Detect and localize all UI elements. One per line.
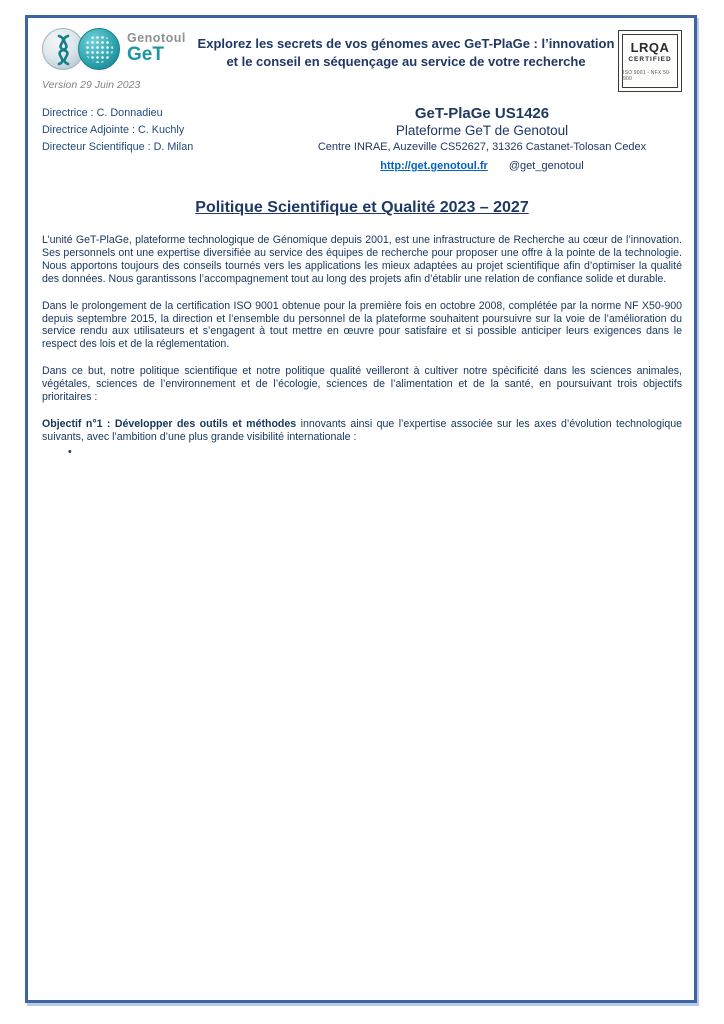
- contact-links: [282, 160, 682, 172]
- lrqa-standards-label: ISO 9001 - NFX 50-900: [623, 69, 671, 82]
- logo-column: [42, 28, 194, 91]
- lrqa-certified-label: CERTIFIED: [628, 55, 672, 63]
- page-border: [25, 15, 697, 1003]
- logo-brand-text: Genotoul: [127, 31, 186, 45]
- logo-product-text: GeT: [127, 44, 164, 65]
- version-label: Version 29 Juin 2023: [42, 79, 141, 91]
- director-line-3: Directeur Scientifique : D. Milan: [42, 141, 194, 153]
- paragraph-certification: Dans le prolongement de la certification ISO 9001 obtenue pour la première fois en octobre 2008, complétée par la norme NF X50-900 depuis septembre 2015, la direction et l’ensemble du personnel de la plateforme souhaitent poursuivre sur la voie de l’amélioration du service rendu aux utilisateurs et s’engagent à tout mettre en œuvre pour satisfaire et si possible anticiper leurs exigences dans le respect des lois et de la réglementation.: [42, 299, 682, 351]
- document-header: [42, 28, 682, 92]
- website-link[interactable]: http://get.genotoul.fr: [380, 160, 488, 172]
- dotted-globe-icon: [78, 28, 120, 70]
- paragraph-objective-1: [42, 418, 682, 444]
- director-line-1: Directrice : C. Donnadieu: [42, 107, 163, 119]
- objective-1-rest: innovants ainsi que l’expertise associée sur les axes d’évolution technologique suivants, avec l’ambition d’une plus grande visibilité internationale :: [42, 417, 682, 443]
- unit-name: GeT-PlaGe US1426: [414, 105, 550, 122]
- document-title: Politique Scientifique et Qualité 2023 – 2027: [195, 199, 529, 216]
- directors-block: [42, 105, 282, 172]
- objective-1-lead: Objectif n°1 : Développer des outils et méthodes: [42, 417, 297, 430]
- info-row: [42, 105, 682, 172]
- organization-block: [282, 105, 682, 172]
- dots-pattern: [85, 35, 113, 63]
- lrqa-logo-text: LRQA: [630, 39, 670, 55]
- lrqa-badge-inner: [622, 34, 678, 88]
- tagline-line-1: Explorez les secrets de vos génomes avec GeT-PlaGe : l’innovation: [197, 36, 615, 51]
- twitter-handle: @get_genotoul: [508, 160, 584, 172]
- header-tagline: [194, 35, 618, 71]
- tagline-line-2: et le conseil en séquençage au service de votre recherche: [226, 54, 586, 70]
- genotoul-get-logo: [42, 28, 194, 70]
- platform-name: Plateforme GeT de Genotoul: [395, 123, 569, 138]
- paragraph-goals: Dans ce but, notre politique scientifique et notre politique qualité veilleront à cultiver notre spécificité dans les sciences animales, végétales, sciences de l’environnement et de l’écologie, sciences de l’alimentation et de la santé, en poursuivant trois objectifs prioritaires :: [42, 365, 682, 404]
- director-line-2: Directrice Adjointe : C. Kuchly: [42, 124, 185, 136]
- logo-text: [127, 28, 186, 64]
- paragraph-intro: L’unité GeT-PlaGe, plateforme technologique de Génomique depuis 2001, est une infrastructure de Recherche au cœur de l’innovation. Ses personnels ont une expertise diversifiée au service des équipes de recherche pour proposer une offre à la pointe de la technologie. Nous apportons toujours des conseils tournés vers les applications les mieux adaptées au projet scientifique afin d’optimiser la qualité des données. Nous garantissons l’accompagnement tout au long des projets afin d’établir une relation de confiance solide et durable.: [42, 234, 682, 285]
- lrqa-certified-badge: [618, 30, 682, 92]
- postal-address: Centre INRAE, Auzeville CS52627, 31326 Castanet-Tolosan Cedex: [317, 141, 647, 153]
- empty-bullet-item: •: [68, 445, 72, 458]
